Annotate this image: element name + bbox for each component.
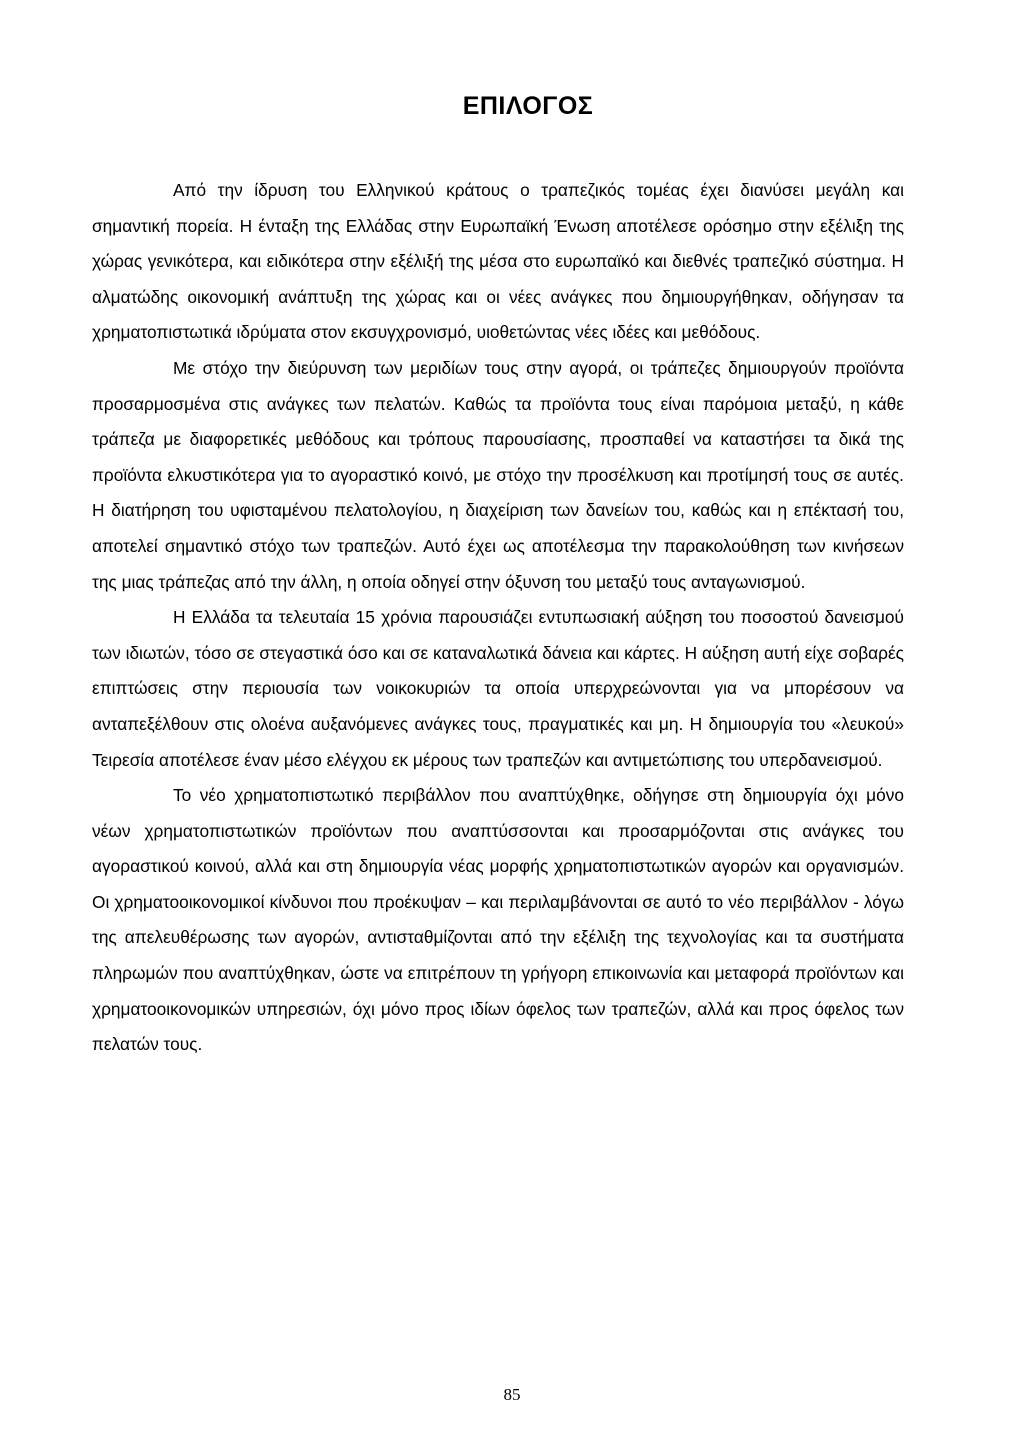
page-title: ΕΠΙΛΟΓΟΣ <box>462 92 594 120</box>
page-number: 85 <box>503 1385 521 1404</box>
paragraph-1: Από την ίδρυση του Ελληνικού κράτους ο τραπεζικός τομέας έχει διανύσει μεγάλη και σημαντική πορεία. Η ένταξη της Ελλάδας στην Ευρωπαϊκή Ένωση αποτέλεσε ορόσημο στην εξέλιξη της χώρας γενικότερα, και ειδικότερα στην εξέλιξή της μέσα στο ευρωπαϊκό και διεθνές τραπεζικό σύστημα. Η αλματώδης οικονομική ανάπτυξη της χώρας και οι νέες ανάγκες που δημιουργήθηκαν, οδήγησαν τα χρηματοπιστωτικά ιδρύματα στον εκσυγχρονισμό, υιοθετώντας νέες ιδέες και μεθόδους. <box>92 180 904 343</box>
document-page <box>92 92 904 1063</box>
paragraph-2: Με στόχο την διεύρυνση των μεριδίων τους στην αγορά, οι τράπεζες δημιουργούν προϊόντα προσαρμοσμένα στις ανάγκες των πελατών. Καθώς τα προϊόντα τους είναι παρόμοια μεταξύ, η κάθε τράπεζα με διαφορετικές μεθόδους και τρόπους παρουσίασης, προσπαθεί να καταστήσει τα δικά της προϊόντα ελκυστικότερα για το αγοραστικό κοινό, με στόχο την προσέλκυση και προτίμησή τους σε αυτές. Η διατήρηση του υφισταμένου πελατολογίου, η διαχείριση των δανείων του, καθώς και η επέκτασή του, αποτελεί σημαντικό στόχο των τραπεζών. Αυτό έχει ως αποτέλεσμα την παρακολούθηση των κινήσεων της μιας τράπεζας από την άλλη, η οποία οδηγεί στην όξυνση του μεταξύ τους ανταγωνισμού. <box>92 357 904 592</box>
paragraph-4: Το νέο χρηματοπιστωτικό περιβάλλον που αναπτύχθηκε, οδήγησε στη δημιουργία όχι μόνο νέων χρηματοπιστωτικών προϊόντων που αναπτύσσονται και προσαρμόζονται στις ανάγκες του αγοραστικού κοινού, αλλά και στη δημιουργία νέας μορφής χρηματοπιστωτικών αγορών και οργανισμών. Οι χρηματοοικονομικοί κίνδυνοι που προέκυψαν – και περιλαμβάνονται σε αυτό το νέο περιβάλλον - λόγω της απελευθέρωσης των αγορών, αντισταθμίζονται από την εξέλιξη της τεχνολογίας και τα συστήματα πληρωμών που αναπτύχθηκαν, ώστε να επιτρέπουν τη γρήγορη επικοινωνία και μεταφορά προϊόντων και χρηματοοικονομικών υπηρεσιών, όχι μόνο προς ιδίων όφελος των τραπεζών, αλλά και προς όφελος των πελατών τους. <box>92 785 904 1055</box>
paragraph-3: Η Ελλάδα τα τελευταία 15 χρόνια παρουσιάζει εντυπωσιακή αύξηση του ποσοστού δανεισμού των ιδιωτών, τόσο σε στεγαστικά όσο και σε καταναλωτικά δάνεια και κάρτες. Η αύξηση αυτή είχε σοβαρές επιπτώσεις στην περιουσία των νοικοκυριών τα οποία υπερχρεώνονται για να μπορέσουν να ανταπεξέλθουν στις ολοένα αυξανόμενες ανάγκες τους, πραγματικές και μη. Η δημιουργία του «λευκού» Τειρεσία αποτέλεσε έναν μέσο ελέγχου εκ μέρους των τραπεζών και αντιμετώπισης του υπερδανεισμού. <box>92 607 904 770</box>
